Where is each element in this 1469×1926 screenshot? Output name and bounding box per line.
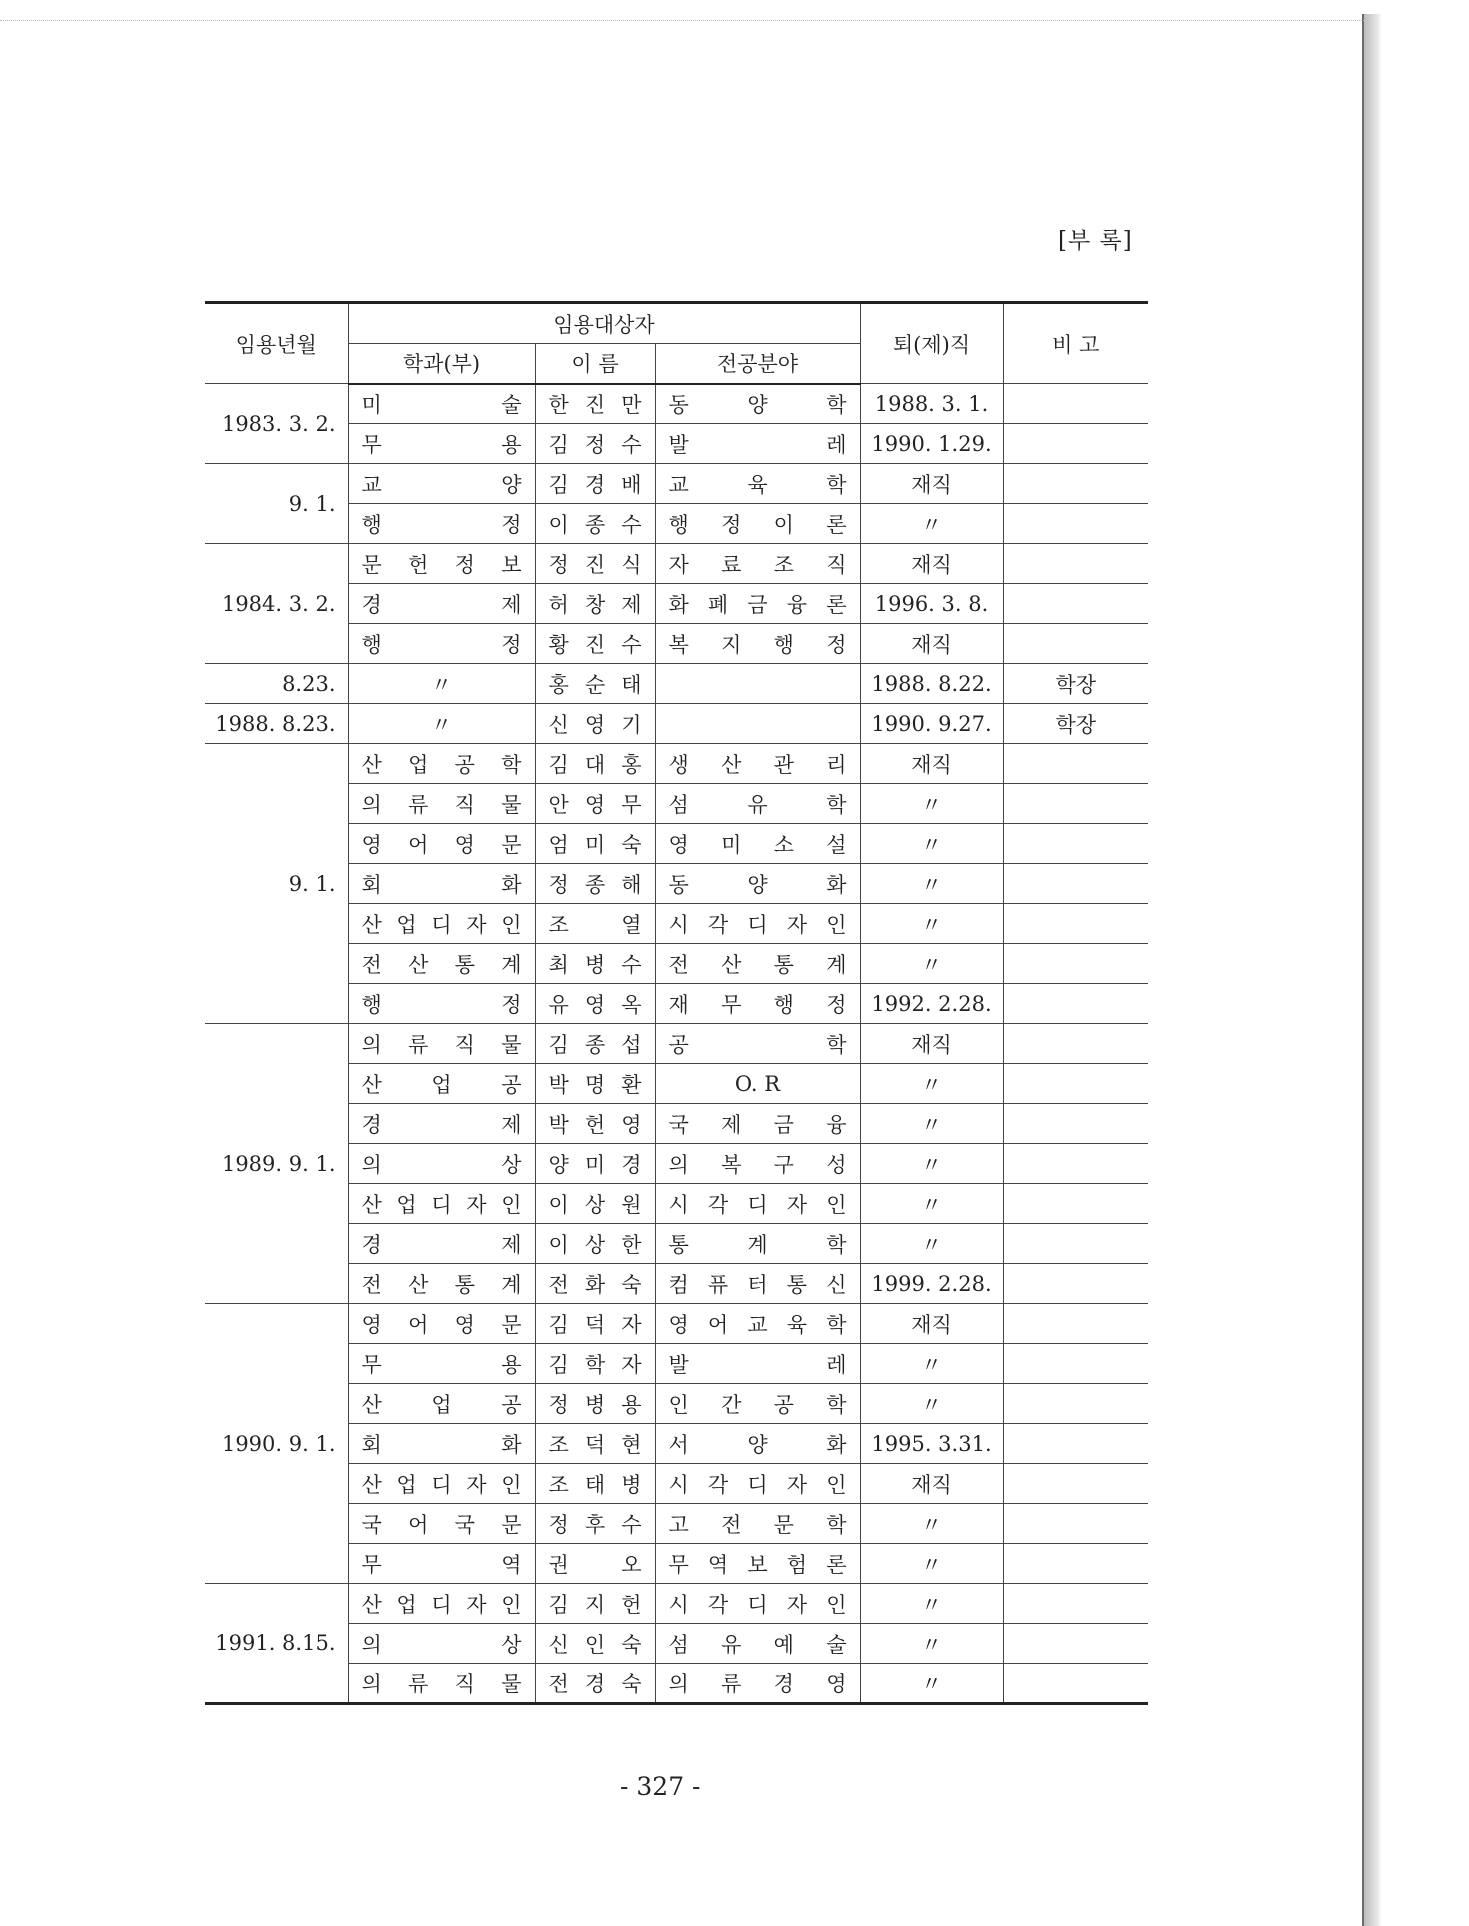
field-cell bbox=[655, 1144, 860, 1184]
retire-cell: 재직 bbox=[860, 1304, 1003, 1344]
cell-text: 재 무 행 정 bbox=[668, 992, 847, 1017]
appointment-table bbox=[205, 301, 1148, 1705]
retire-cell: 〃 bbox=[860, 904, 1003, 944]
appointment-year-cell: 1984. 3. 2. bbox=[205, 544, 348, 664]
cell-text: 문 헌 정 보 bbox=[361, 552, 522, 577]
retire-cell: 〃 bbox=[860, 944, 1003, 984]
cell-text: 의 류 직 물 bbox=[361, 792, 522, 817]
table-row bbox=[205, 544, 1148, 584]
appendix-label: [부 록] bbox=[1058, 228, 1133, 254]
name-cell bbox=[535, 1624, 655, 1664]
cell-text: 정 후 수 bbox=[548, 1512, 642, 1537]
cell-text: 김 정 수 bbox=[548, 432, 642, 457]
cell-text: 자 료 조 직 bbox=[668, 552, 847, 577]
table-row bbox=[205, 704, 1148, 744]
note-cell bbox=[1003, 1024, 1148, 1064]
table-row bbox=[205, 1304, 1148, 1344]
table-row bbox=[205, 664, 1148, 704]
cell-text: 섬 유 예 술 bbox=[668, 1632, 847, 1657]
header-dept: 학과(부) bbox=[348, 344, 535, 384]
cell-text: 조 열 bbox=[548, 912, 642, 937]
department-cell bbox=[348, 984, 535, 1024]
name-cell bbox=[535, 1464, 655, 1504]
retire-cell: 〃 bbox=[860, 864, 1003, 904]
field-cell bbox=[655, 1664, 860, 1704]
note-cell bbox=[1003, 1264, 1148, 1304]
cell-text: 이 종 수 bbox=[548, 512, 642, 537]
appointment-year-cell: 8.23. bbox=[205, 664, 348, 704]
field-cell bbox=[655, 384, 860, 424]
cell-text: 최 병 수 bbox=[548, 952, 642, 977]
field-cell bbox=[655, 464, 860, 504]
field-cell bbox=[655, 864, 860, 904]
retire-cell: 재직 bbox=[860, 744, 1003, 784]
name-cell bbox=[535, 1304, 655, 1344]
retire-cell: 1992. 2.28. bbox=[860, 984, 1003, 1024]
name-cell bbox=[535, 944, 655, 984]
cell-text: 이 상 원 bbox=[548, 1192, 642, 1217]
department-cell bbox=[348, 1184, 535, 1224]
field-cell bbox=[655, 944, 860, 984]
note-cell bbox=[1003, 824, 1148, 864]
cell-text: 정 진 식 bbox=[548, 552, 642, 577]
cell-text: 영 어 영 문 bbox=[361, 832, 522, 857]
field-cell bbox=[655, 504, 860, 544]
department-cell bbox=[348, 744, 535, 784]
name-cell bbox=[535, 1024, 655, 1064]
appointment-year-cell: 1983. 3. 2. bbox=[205, 384, 348, 464]
top-border-line bbox=[0, 20, 1364, 21]
note-cell bbox=[1003, 464, 1148, 504]
retire-cell: 〃 bbox=[860, 1504, 1003, 1544]
table-row bbox=[205, 384, 1148, 424]
department-cell bbox=[348, 1064, 535, 1104]
cell-text: 한 진 만 bbox=[548, 392, 642, 417]
appointment-year-cell: 9. 1. bbox=[205, 744, 348, 1024]
department-cell bbox=[348, 624, 535, 664]
retire-cell: 재직 bbox=[860, 544, 1003, 584]
department-cell bbox=[348, 1624, 535, 1664]
note-cell: 학장 bbox=[1003, 664, 1148, 704]
cell-text: 행 정 bbox=[361, 512, 522, 537]
name-cell bbox=[535, 664, 655, 704]
note-cell bbox=[1003, 624, 1148, 664]
header-field: 전공분야 bbox=[655, 344, 860, 384]
cell-text: 의 류 직 물 bbox=[361, 1032, 522, 1057]
cell-text: 김 경 배 bbox=[548, 472, 642, 497]
field-cell bbox=[655, 984, 860, 1024]
name-cell bbox=[535, 744, 655, 784]
field-cell bbox=[655, 1024, 860, 1064]
cell-text: 복 지 행 정 bbox=[668, 632, 847, 657]
cell-text: 무 용 bbox=[361, 1352, 522, 1377]
field-cell bbox=[655, 824, 860, 864]
cell-text: 의 류 직 물 bbox=[361, 1672, 522, 1696]
note-cell bbox=[1003, 424, 1148, 464]
department-cell bbox=[348, 544, 535, 584]
cell-text: 동 양 학 bbox=[668, 392, 847, 417]
appointment-table-wrapper bbox=[205, 301, 1148, 1705]
name-cell bbox=[535, 1264, 655, 1304]
cell-text: 시 각 디 자 인 bbox=[668, 912, 847, 937]
field-cell bbox=[655, 1504, 860, 1544]
department-cell bbox=[348, 384, 535, 424]
cell-text: 허 창 제 bbox=[548, 592, 642, 617]
cell-text: 컴 퓨 터 통 신 bbox=[668, 1272, 847, 1297]
department-cell bbox=[348, 504, 535, 544]
note-cell bbox=[1003, 584, 1148, 624]
note-cell bbox=[1003, 1464, 1148, 1504]
cell-text: 김 지 헌 bbox=[548, 1592, 642, 1617]
cell-text: 산 업 디 자 인 bbox=[361, 1592, 522, 1617]
field-cell bbox=[655, 1304, 860, 1344]
cell-text: 무 역 bbox=[361, 1552, 522, 1577]
note-cell bbox=[1003, 1584, 1148, 1624]
cell-text: 전 화 숙 bbox=[548, 1272, 642, 1297]
retire-cell: 〃 bbox=[860, 1384, 1003, 1424]
retire-cell: 〃 bbox=[860, 1224, 1003, 1264]
note-cell bbox=[1003, 1344, 1148, 1384]
cell-text: 경 제 bbox=[361, 592, 522, 617]
retire-cell: 〃 bbox=[860, 1104, 1003, 1144]
retire-cell: 〃 bbox=[860, 1584, 1003, 1624]
name-cell bbox=[535, 1584, 655, 1624]
retire-cell: 〃 bbox=[860, 1544, 1003, 1584]
cell-text: 조 태 병 bbox=[548, 1472, 642, 1497]
retire-cell: 〃 bbox=[860, 1184, 1003, 1224]
table-row bbox=[205, 464, 1148, 504]
cell-text: 신 인 숙 bbox=[548, 1632, 642, 1657]
name-cell bbox=[535, 1224, 655, 1264]
retire-cell: 〃 bbox=[860, 1144, 1003, 1184]
note-cell bbox=[1003, 384, 1148, 424]
field-cell bbox=[655, 1464, 860, 1504]
note-cell bbox=[1003, 744, 1148, 784]
name-cell bbox=[535, 384, 655, 424]
header-note: 비 고 bbox=[1003, 303, 1148, 384]
field-cell: O. R bbox=[655, 1064, 860, 1104]
retire-cell: 〃 bbox=[860, 784, 1003, 824]
department-cell bbox=[348, 1024, 535, 1064]
retire-cell: 〃 bbox=[860, 504, 1003, 544]
department-cell bbox=[348, 584, 535, 624]
appointment-year-cell: 1991. 8.15. bbox=[205, 1584, 348, 1704]
name-cell bbox=[535, 424, 655, 464]
retire-cell: 1988. 3. 1. bbox=[860, 384, 1003, 424]
cell-text: 고 전 문 학 bbox=[668, 1512, 847, 1537]
department-cell bbox=[348, 1584, 535, 1624]
field-cell bbox=[655, 1344, 860, 1384]
page-number: - 327 - bbox=[620, 1772, 701, 1801]
cell-text: 교 양 bbox=[361, 472, 522, 497]
cell-text: 의 상 bbox=[361, 1632, 522, 1657]
field-cell bbox=[655, 784, 860, 824]
name-cell bbox=[535, 1544, 655, 1584]
cell-text: 통 계 학 bbox=[668, 1232, 847, 1257]
cell-text: 영 미 소 설 bbox=[668, 832, 847, 857]
department-cell bbox=[348, 1504, 535, 1544]
cell-text: 미 술 bbox=[361, 392, 522, 417]
department-cell bbox=[348, 1304, 535, 1344]
cell-text: 무 용 bbox=[361, 432, 522, 457]
cell-text: 산 업 공 bbox=[361, 1072, 522, 1097]
name-cell bbox=[535, 824, 655, 864]
table-body bbox=[205, 384, 1148, 1704]
department-cell bbox=[348, 904, 535, 944]
cell-text: 행 정 bbox=[361, 632, 522, 657]
cell-text: 동 양 화 bbox=[668, 872, 847, 897]
retire-cell: 1995. 3.31. bbox=[860, 1424, 1003, 1464]
cell-text: 무 역 보 험 론 bbox=[668, 1552, 847, 1577]
cell-text: 발 레 bbox=[668, 432, 847, 457]
page-edge-shadow bbox=[1364, 10, 1382, 1926]
department-cell bbox=[348, 1144, 535, 1184]
name-cell bbox=[535, 864, 655, 904]
table-row bbox=[205, 744, 1148, 784]
appointment-year-cell: 1990. 9. 1. bbox=[205, 1304, 348, 1584]
retire-cell: 1988. 8.22. bbox=[860, 664, 1003, 704]
retire-cell: 재직 bbox=[860, 1024, 1003, 1064]
department-cell bbox=[348, 784, 535, 824]
cell-text: 박 명 환 bbox=[548, 1072, 642, 1097]
cell-text: 서 양 화 bbox=[668, 1432, 847, 1457]
cell-text: 의 복 구 성 bbox=[668, 1152, 847, 1177]
field-cell bbox=[655, 664, 860, 704]
cell-text: 시 각 디 자 인 bbox=[668, 1592, 847, 1617]
cell-text: 황 진 수 bbox=[548, 632, 642, 657]
note-cell bbox=[1003, 1144, 1148, 1184]
field-cell bbox=[655, 904, 860, 944]
cell-text: 전 산 통 계 bbox=[668, 952, 847, 977]
appointment-year-cell: 1989. 9. 1. bbox=[205, 1024, 348, 1304]
note-cell bbox=[1003, 1424, 1148, 1464]
name-cell bbox=[535, 1064, 655, 1104]
page-edge-gap bbox=[1360, 0, 1384, 14]
cell-text: 김 대 홍 bbox=[548, 752, 642, 777]
cell-text: 발 레 bbox=[668, 1352, 847, 1377]
cell-text: 교 육 학 bbox=[668, 472, 847, 497]
cell-text: 의 류 경 영 bbox=[668, 1672, 847, 1696]
cell-text: 행 정 이 론 bbox=[668, 512, 847, 537]
cell-text: 의 상 bbox=[361, 1152, 522, 1177]
cell-text: 전 산 통 계 bbox=[361, 952, 522, 977]
department-cell bbox=[348, 864, 535, 904]
note-cell bbox=[1003, 1624, 1148, 1664]
cell-text: 김 학 자 bbox=[548, 1352, 642, 1377]
header-name: 이 름 bbox=[535, 344, 655, 384]
cell-text: 경 제 bbox=[361, 1112, 522, 1137]
cell-text: 이 상 한 bbox=[548, 1232, 642, 1257]
department-cell bbox=[348, 424, 535, 464]
cell-text: 산 업 공 학 bbox=[361, 752, 522, 777]
appointment-year-cell: 9. 1. bbox=[205, 464, 348, 544]
header-retire: 퇴(제)직 bbox=[860, 303, 1003, 384]
note-cell bbox=[1003, 1304, 1148, 1344]
note-cell bbox=[1003, 1104, 1148, 1144]
retire-cell: 〃 bbox=[860, 1344, 1003, 1384]
cell-text: 화 폐 금 융 론 bbox=[668, 592, 847, 617]
name-cell bbox=[535, 1384, 655, 1424]
cell-text: 박 헌 영 bbox=[548, 1112, 642, 1137]
department-cell bbox=[348, 824, 535, 864]
department-cell bbox=[348, 944, 535, 984]
department-cell bbox=[348, 1664, 535, 1704]
name-cell bbox=[535, 544, 655, 584]
note-cell bbox=[1003, 544, 1148, 584]
retire-cell: 〃 bbox=[860, 1624, 1003, 1664]
retire-cell: 재직 bbox=[860, 464, 1003, 504]
name-cell bbox=[535, 584, 655, 624]
cell-text: 생 산 관 리 bbox=[668, 752, 847, 777]
cell-text: 회 화 bbox=[361, 1432, 522, 1457]
department-cell bbox=[348, 464, 535, 504]
table-row bbox=[205, 1024, 1148, 1064]
note-cell bbox=[1003, 1544, 1148, 1584]
note-cell bbox=[1003, 984, 1148, 1024]
field-cell bbox=[655, 704, 860, 744]
name-cell bbox=[535, 1144, 655, 1184]
name-cell bbox=[535, 1504, 655, 1544]
retire-cell: 1990. 9.27. bbox=[860, 704, 1003, 744]
field-cell bbox=[655, 1384, 860, 1424]
note-cell bbox=[1003, 1384, 1148, 1424]
department-cell bbox=[348, 1224, 535, 1264]
name-cell bbox=[535, 1664, 655, 1704]
note-cell bbox=[1003, 1504, 1148, 1544]
cell-text: 행 정 bbox=[361, 992, 522, 1017]
note-cell bbox=[1003, 504, 1148, 544]
name-cell bbox=[535, 464, 655, 504]
field-cell bbox=[655, 1624, 860, 1664]
name-cell bbox=[535, 904, 655, 944]
cell-text: 시 각 디 자 인 bbox=[668, 1472, 847, 1497]
department-cell bbox=[348, 1384, 535, 1424]
retire-cell: 〃 bbox=[860, 1664, 1003, 1704]
field-cell bbox=[655, 544, 860, 584]
cell-text: 정 병 용 bbox=[548, 1392, 642, 1417]
note-cell bbox=[1003, 864, 1148, 904]
department-cell bbox=[348, 1264, 535, 1304]
name-cell bbox=[535, 1184, 655, 1224]
field-cell bbox=[655, 1424, 860, 1464]
cell-text: 안 영 무 bbox=[548, 792, 642, 817]
cell-text: 김 덕 자 bbox=[548, 1312, 642, 1337]
cell-text: 영 어 영 문 bbox=[361, 1312, 522, 1337]
retire-cell: 재직 bbox=[860, 1464, 1003, 1504]
note-cell: 학장 bbox=[1003, 704, 1148, 744]
department-cell bbox=[348, 1344, 535, 1384]
name-cell bbox=[535, 504, 655, 544]
department-cell bbox=[348, 1104, 535, 1144]
field-cell bbox=[655, 1584, 860, 1624]
department-cell: 〃 bbox=[348, 704, 535, 744]
cell-text: 정 종 해 bbox=[548, 872, 642, 897]
cell-text: 산 업 디 자 인 bbox=[361, 1472, 522, 1497]
cell-text: 공 학 bbox=[668, 1032, 847, 1057]
field-cell bbox=[655, 1184, 860, 1224]
field-cell bbox=[655, 1224, 860, 1264]
note-cell bbox=[1003, 1184, 1148, 1224]
cell-text: 국 제 금 융 bbox=[668, 1112, 847, 1137]
name-cell bbox=[535, 984, 655, 1024]
cell-text: 유 영 옥 bbox=[548, 992, 642, 1017]
cell-text: 엄 미 숙 bbox=[548, 832, 642, 857]
retire-cell: 1990. 1.29. bbox=[860, 424, 1003, 464]
cell-text: 양 미 경 bbox=[548, 1152, 642, 1177]
cell-text: 회 화 bbox=[361, 872, 522, 897]
cell-text: 김 종 섭 bbox=[548, 1032, 642, 1057]
note-cell bbox=[1003, 1664, 1148, 1704]
name-cell bbox=[535, 1104, 655, 1144]
note-cell bbox=[1003, 904, 1148, 944]
field-cell bbox=[655, 584, 860, 624]
cell-text: 섬 유 학 bbox=[668, 792, 847, 817]
department-cell: 〃 bbox=[348, 664, 535, 704]
name-cell bbox=[535, 1344, 655, 1384]
cell-text: 산 업 디 자 인 bbox=[361, 912, 522, 937]
cell-text: 국 어 국 문 bbox=[361, 1512, 522, 1537]
field-cell bbox=[655, 744, 860, 784]
cell-text: 권 오 bbox=[548, 1552, 642, 1577]
header-year: 임용년월 bbox=[205, 303, 348, 384]
note-cell bbox=[1003, 784, 1148, 824]
department-cell bbox=[348, 1424, 535, 1464]
cell-text: 경 제 bbox=[361, 1232, 522, 1257]
appointment-year-cell: 1988. 8.23. bbox=[205, 704, 348, 744]
name-cell bbox=[535, 1424, 655, 1464]
retire-cell: 〃 bbox=[860, 1064, 1003, 1104]
cell-text: 신 영 기 bbox=[548, 712, 642, 737]
cell-text: 전 경 숙 bbox=[548, 1672, 642, 1696]
department-cell bbox=[348, 1544, 535, 1584]
name-cell bbox=[535, 704, 655, 744]
name-cell bbox=[535, 784, 655, 824]
department-cell bbox=[348, 1464, 535, 1504]
name-cell bbox=[535, 624, 655, 664]
cell-text: 인 간 공 학 bbox=[668, 1392, 847, 1417]
cell-text: 산 업 공 bbox=[361, 1392, 522, 1417]
table-row bbox=[205, 1584, 1148, 1624]
retire-cell: 1999. 2.28. bbox=[860, 1264, 1003, 1304]
cell-text: 조 덕 현 bbox=[548, 1432, 642, 1457]
cell-text: 영 어 교 육 학 bbox=[668, 1312, 847, 1337]
cell-text: 홍 순 태 bbox=[548, 672, 642, 697]
retire-cell: 재직 bbox=[860, 624, 1003, 664]
retire-cell: 〃 bbox=[860, 824, 1003, 864]
cell-text: 전 산 통 계 bbox=[361, 1272, 522, 1297]
note-cell bbox=[1003, 944, 1148, 984]
cell-text: 산 업 디 자 인 bbox=[361, 1192, 522, 1217]
retire-cell: 1996. 3. 8. bbox=[860, 584, 1003, 624]
field-cell bbox=[655, 1104, 860, 1144]
field-cell bbox=[655, 624, 860, 664]
field-cell bbox=[655, 424, 860, 464]
header-target: 임용대상자 bbox=[348, 303, 860, 344]
note-cell bbox=[1003, 1224, 1148, 1264]
field-cell bbox=[655, 1264, 860, 1304]
cell-text: 시 각 디 자 인 bbox=[668, 1192, 847, 1217]
note-cell bbox=[1003, 1064, 1148, 1104]
field-cell bbox=[655, 1544, 860, 1584]
